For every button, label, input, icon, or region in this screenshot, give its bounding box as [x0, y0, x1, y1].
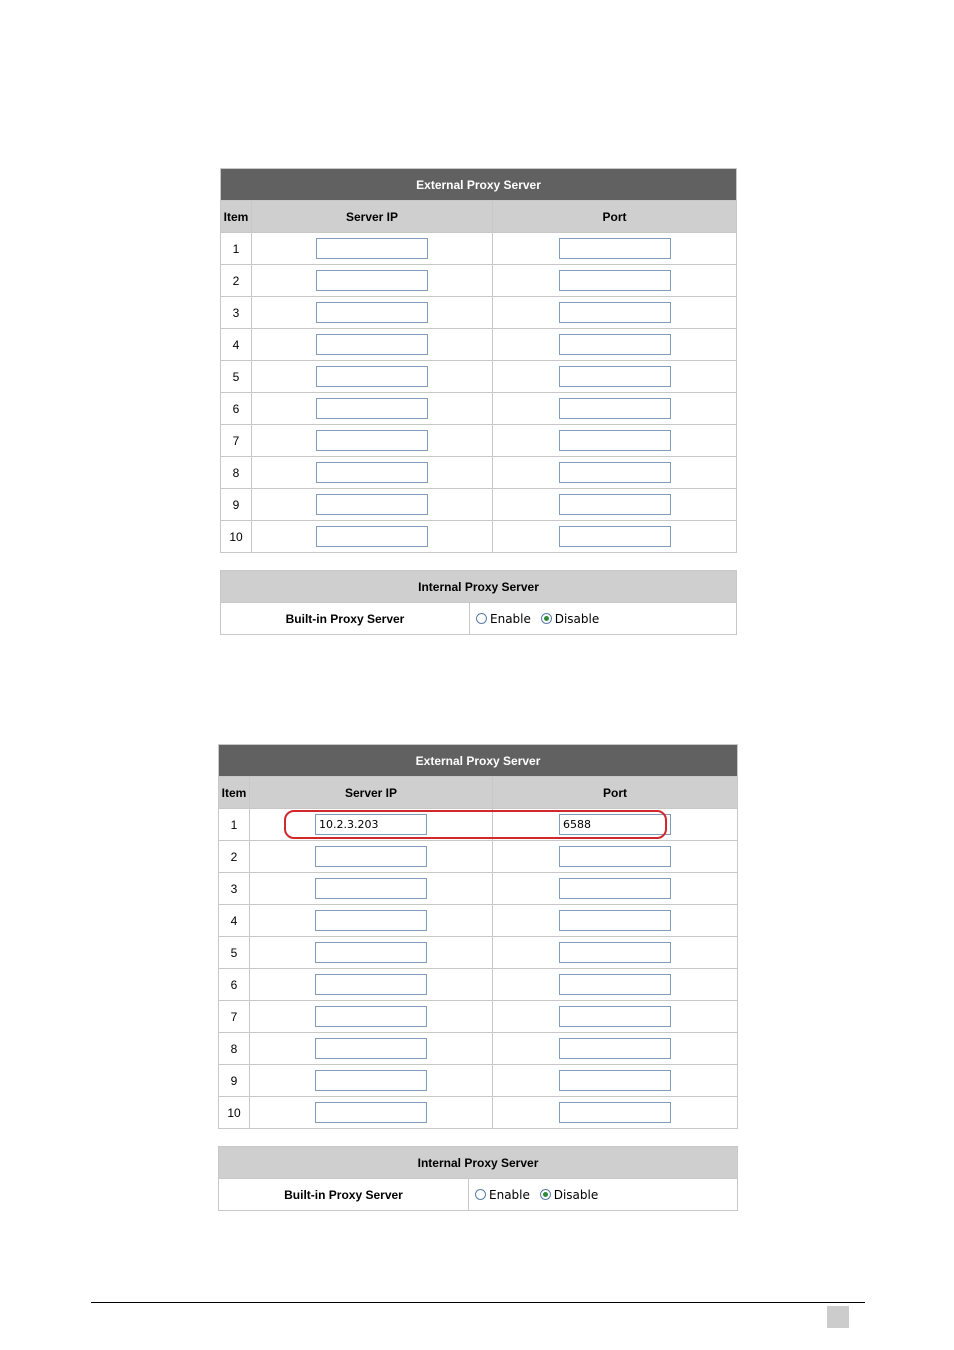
disable-label: Disable: [554, 611, 600, 626]
item-number: 1: [219, 809, 250, 841]
server-ip-cell: [252, 297, 493, 329]
table-row: [219, 937, 738, 969]
server-ip-input[interactable]: [315, 1070, 427, 1091]
port-cell: [493, 1065, 738, 1097]
server-ip-input[interactable]: [316, 366, 428, 387]
table-row: [219, 873, 738, 905]
disable-radio[interactable]: [541, 613, 552, 624]
table-row: [221, 329, 737, 361]
server-ip-input[interactable]: [316, 238, 428, 259]
server-ip-cell: [252, 521, 493, 553]
server-ip-cell: [252, 329, 493, 361]
item-number: 9: [221, 489, 252, 521]
internal-proxy-table: [218, 1146, 738, 1211]
server-ip-input[interactable]: [315, 1038, 427, 1059]
port-cell: [493, 329, 737, 361]
column-header-port: Port: [493, 777, 738, 809]
port-input[interactable]: [559, 398, 671, 419]
server-ip-cell: [252, 457, 493, 489]
item-number: 1: [221, 233, 252, 265]
external-proxy-table: [218, 744, 738, 1129]
server-ip-cell: [250, 1097, 493, 1129]
enable-label: Enable: [490, 611, 531, 626]
table-row: [219, 1033, 738, 1065]
table-row: [221, 265, 737, 297]
port-cell: [493, 265, 737, 297]
port-input[interactable]: [559, 974, 671, 995]
item-number: 6: [219, 969, 250, 1001]
port-cell: [493, 905, 738, 937]
item-number: 4: [219, 905, 250, 937]
disable-radio[interactable]: [540, 1189, 551, 1200]
port-cell: [493, 841, 738, 873]
external-proxy-title: External Proxy Server: [219, 745, 738, 777]
server-ip-input[interactable]: [316, 270, 428, 291]
column-header-item: Item: [221, 201, 252, 233]
server-ip-cell: [250, 905, 493, 937]
port-cell: [493, 521, 737, 553]
enable-label: Enable: [489, 1187, 530, 1202]
item-number: 3: [221, 297, 252, 329]
server-ip-cell: [250, 969, 493, 1001]
column-header-port: Port: [493, 201, 737, 233]
port-input[interactable]: [559, 302, 671, 323]
port-cell: [493, 425, 737, 457]
server-ip-input[interactable]: 10.2.3.203: [315, 814, 427, 835]
port-input[interactable]: [559, 430, 671, 451]
table-row: [221, 489, 737, 521]
port-cell: [493, 233, 737, 265]
item-number: 9: [219, 1065, 250, 1097]
server-ip-input[interactable]: [315, 910, 427, 931]
port-cell: [493, 969, 738, 1001]
external-proxy-title: External Proxy Server: [221, 169, 737, 201]
port-cell: [493, 1097, 738, 1129]
builtin-proxy-label: Built-in Proxy Server: [221, 603, 470, 635]
table-row: [219, 1097, 738, 1129]
port-input[interactable]: [559, 494, 671, 515]
table-row: [219, 1001, 738, 1033]
row-highlight-outline: [284, 810, 667, 839]
internal-proxy-title: Internal Proxy Server: [221, 571, 737, 603]
item-number: 8: [219, 1033, 250, 1065]
server-ip-cell: [252, 425, 493, 457]
server-ip-cell: [250, 1001, 493, 1033]
column-header-item: Item: [219, 777, 250, 809]
port-cell: [493, 457, 737, 489]
table-row: [219, 841, 738, 873]
disable-label: Disable: [553, 1187, 599, 1202]
server-ip-input[interactable]: [316, 494, 428, 515]
port-input[interactable]: [559, 942, 671, 963]
port-input[interactable]: [559, 270, 671, 291]
table-row: [221, 361, 737, 393]
table-row: [219, 1065, 738, 1097]
page-number-box: [827, 1306, 849, 1328]
port-input[interactable]: [559, 334, 671, 355]
port-input[interactable]: [559, 462, 671, 483]
server-ip-input[interactable]: [316, 302, 428, 323]
external-proxy-table: [220, 168, 737, 553]
server-ip-input[interactable]: [316, 462, 428, 483]
server-ip-input[interactable]: [315, 1102, 427, 1123]
server-ip-input[interactable]: [315, 878, 427, 899]
port-input[interactable]: 6588: [559, 814, 671, 835]
table-row: [221, 425, 737, 457]
table-row: [221, 457, 737, 489]
port-input[interactable]: [559, 910, 671, 931]
server-ip-input[interactable]: [315, 846, 427, 867]
item-number: 5: [219, 937, 250, 969]
port-cell: [493, 1001, 738, 1033]
port-input[interactable]: [559, 1006, 671, 1027]
builtin-proxy-label: Built-in Proxy Server: [219, 1179, 469, 1211]
footer-divider: [91, 1302, 865, 1303]
item-number: 5: [221, 361, 252, 393]
item-number: 8: [221, 457, 252, 489]
server-ip-cell: [252, 489, 493, 521]
server-ip-input[interactable]: [316, 334, 428, 355]
server-ip-input[interactable]: [316, 430, 428, 451]
server-ip-cell: [250, 841, 493, 873]
builtin-proxy-options: [470, 603, 737, 635]
server-ip-cell: [250, 1033, 493, 1065]
item-number: 4: [221, 329, 252, 361]
item-number: 6: [221, 393, 252, 425]
port-input[interactable]: [559, 846, 671, 867]
enable-radio[interactable]: [475, 1189, 486, 1200]
item-number: 7: [219, 1001, 250, 1033]
port-cell: [493, 489, 737, 521]
port-cell: [493, 1033, 738, 1065]
server-ip-cell: [250, 937, 493, 969]
builtin-proxy-options: [469, 1179, 738, 1211]
port-cell: [493, 393, 737, 425]
port-input[interactable]: [559, 366, 671, 387]
port-input[interactable]: [559, 878, 671, 899]
table-row: [221, 233, 737, 265]
internal-proxy-table: [220, 570, 737, 635]
item-number: 3: [219, 873, 250, 905]
server-ip-cell: [252, 393, 493, 425]
server-ip-cell: [250, 1065, 493, 1097]
port-cell: [493, 873, 738, 905]
column-header-server-ip: Server IP: [250, 777, 493, 809]
port-input[interactable]: [559, 238, 671, 259]
port-cell: [493, 361, 737, 393]
item-number: 7: [221, 425, 252, 457]
enable-radio[interactable]: [476, 613, 487, 624]
port-input[interactable]: [559, 1070, 671, 1091]
server-ip-input[interactable]: [315, 1006, 427, 1027]
item-number: 10: [219, 1097, 250, 1129]
port-cell: [493, 297, 737, 329]
server-ip-cell: [252, 233, 493, 265]
table-row: [219, 905, 738, 937]
item-number: 10: [221, 521, 252, 553]
server-ip-input[interactable]: [315, 974, 427, 995]
server-ip-cell: [250, 873, 493, 905]
table-row: [221, 521, 737, 553]
port-input[interactable]: [559, 1038, 671, 1059]
proxy-panel-1: [220, 168, 737, 635]
server-ip-cell: [252, 265, 493, 297]
table-row: [221, 297, 737, 329]
table-row: [221, 393, 737, 425]
item-number: 2: [219, 841, 250, 873]
item-number: 2: [221, 265, 252, 297]
server-ip-input[interactable]: [316, 398, 428, 419]
column-header-server-ip: Server IP: [252, 201, 493, 233]
port-input[interactable]: [559, 526, 671, 547]
port-input[interactable]: [559, 1102, 671, 1123]
table-row: [219, 969, 738, 1001]
internal-proxy-title: Internal Proxy Server: [219, 1147, 738, 1179]
port-cell: [493, 937, 738, 969]
server-ip-input[interactable]: [315, 942, 427, 963]
server-ip-cell: [252, 361, 493, 393]
server-ip-input[interactable]: [316, 526, 428, 547]
